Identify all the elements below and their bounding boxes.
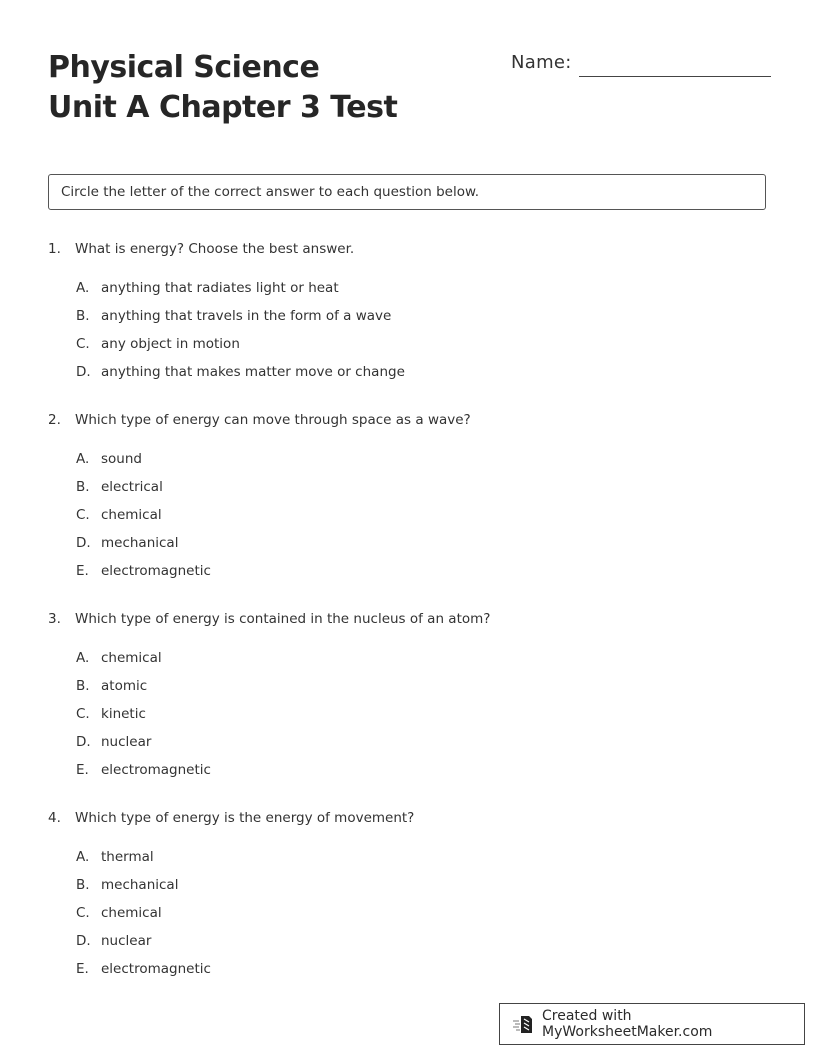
choice-text: anything that makes matter move or change	[101, 364, 405, 380]
choice-d[interactable]	[76, 363, 405, 391]
choice-b[interactable]	[76, 307, 405, 335]
question-1	[48, 240, 405, 391]
choice-a[interactable]	[76, 649, 490, 677]
choice-e[interactable]	[76, 761, 490, 789]
choice-text: chemical	[101, 507, 162, 523]
created-with-badge[interactable]	[499, 1003, 805, 1045]
question-number: 2.	[48, 412, 61, 428]
choice-letter[interactable]: A.	[76, 451, 90, 467]
name-label: Name:	[511, 52, 572, 73]
question-text: Which type of energy can move through space as a wave?	[75, 412, 471, 428]
question-number: 1.	[48, 241, 61, 257]
choice-b[interactable]	[76, 876, 414, 904]
choice-letter[interactable]: D.	[76, 364, 91, 380]
choice-letter[interactable]: D.	[76, 933, 91, 949]
choice-text: kinetic	[101, 706, 146, 722]
question-stem	[48, 240, 405, 258]
choice-a[interactable]	[76, 279, 405, 307]
choice-text: mechanical	[101, 535, 179, 551]
choice-text: sound	[101, 451, 142, 467]
choice-text: atomic	[101, 678, 148, 694]
question-stem	[48, 610, 490, 628]
choice-text: electromagnetic	[101, 762, 211, 778]
worksheet-maker-logo-icon	[512, 1013, 534, 1035]
choice-text: electromagnetic	[101, 563, 211, 579]
choice-letter[interactable]: D.	[76, 535, 91, 551]
choice-e[interactable]	[76, 960, 414, 988]
choice-d[interactable]	[76, 733, 490, 761]
question-3	[48, 610, 490, 789]
question-4	[48, 809, 414, 988]
choice-letter[interactable]: A.	[76, 849, 90, 865]
choice-letter[interactable]: C.	[76, 706, 90, 722]
choice-letter[interactable]: E.	[76, 961, 89, 977]
question-stem	[48, 809, 414, 827]
question-2	[48, 411, 471, 590]
instructions-box: Circle the letter of the correct answer to each question below.	[48, 174, 766, 210]
choice-c[interactable]	[76, 904, 414, 932]
name-field	[511, 52, 771, 74]
choice-b[interactable]	[76, 677, 490, 705]
choice-text: electromagnetic	[101, 961, 211, 977]
question-text: Which type of energy is the energy of movement?	[75, 810, 415, 826]
question-number: 3.	[48, 611, 61, 627]
choice-text: chemical	[101, 650, 162, 666]
created-with-text[interactable]: Created with MyWorksheetMaker.com	[542, 1008, 713, 1040]
question-text: What is energy? Choose the best answer.	[75, 241, 355, 257]
choice-letter[interactable]: C.	[76, 905, 90, 921]
choice-text: thermal	[101, 849, 154, 865]
name-blank-line[interactable]	[579, 76, 771, 77]
choice-c[interactable]	[76, 506, 471, 534]
choice-letter[interactable]: B.	[76, 877, 90, 893]
choice-text: electrical	[101, 479, 163, 495]
choice-letter[interactable]: A.	[76, 280, 90, 296]
choice-letter[interactable]: B.	[76, 479, 90, 495]
choice-text: mechanical	[101, 877, 179, 893]
choice-e[interactable]	[76, 562, 471, 590]
choice-letter[interactable]: B.	[76, 308, 90, 324]
choice-text: nuclear	[101, 734, 152, 750]
question-text: Which type of energy is contained in the nucleus of an atom?	[75, 611, 491, 627]
choice-b[interactable]	[76, 478, 471, 506]
choice-letter[interactable]: C.	[76, 336, 90, 352]
choice-c[interactable]	[76, 335, 405, 363]
title-line-1: Physical Science	[48, 50, 320, 85]
choice-text: nuclear	[101, 933, 152, 949]
choice-letter[interactable]: E.	[76, 762, 89, 778]
choice-letter[interactable]: E.	[76, 563, 89, 579]
choice-text: chemical	[101, 905, 162, 921]
choice-text: anything that travels in the form of a wave	[101, 308, 392, 324]
choice-a[interactable]	[76, 450, 471, 478]
title-line-2: Unit A Chapter 3 Test	[48, 90, 398, 125]
answer-choices	[48, 649, 490, 789]
choice-letter[interactable]: A.	[76, 650, 90, 666]
choice-letter[interactable]: C.	[76, 507, 90, 523]
choice-letter[interactable]: B.	[76, 678, 90, 694]
answer-choices	[48, 279, 405, 391]
choice-d[interactable]	[76, 534, 471, 562]
choice-c[interactable]	[76, 705, 490, 733]
answer-choices	[48, 848, 414, 988]
answer-choices	[48, 450, 471, 590]
question-stem	[48, 411, 471, 429]
choice-text: any object in motion	[101, 336, 240, 352]
choice-a[interactable]	[76, 848, 414, 876]
question-number: 4.	[48, 810, 61, 826]
page-title	[48, 48, 397, 128]
choice-d[interactable]	[76, 932, 414, 960]
choice-text: anything that radiates light or heat	[101, 280, 339, 296]
choice-letter[interactable]: D.	[76, 734, 91, 750]
